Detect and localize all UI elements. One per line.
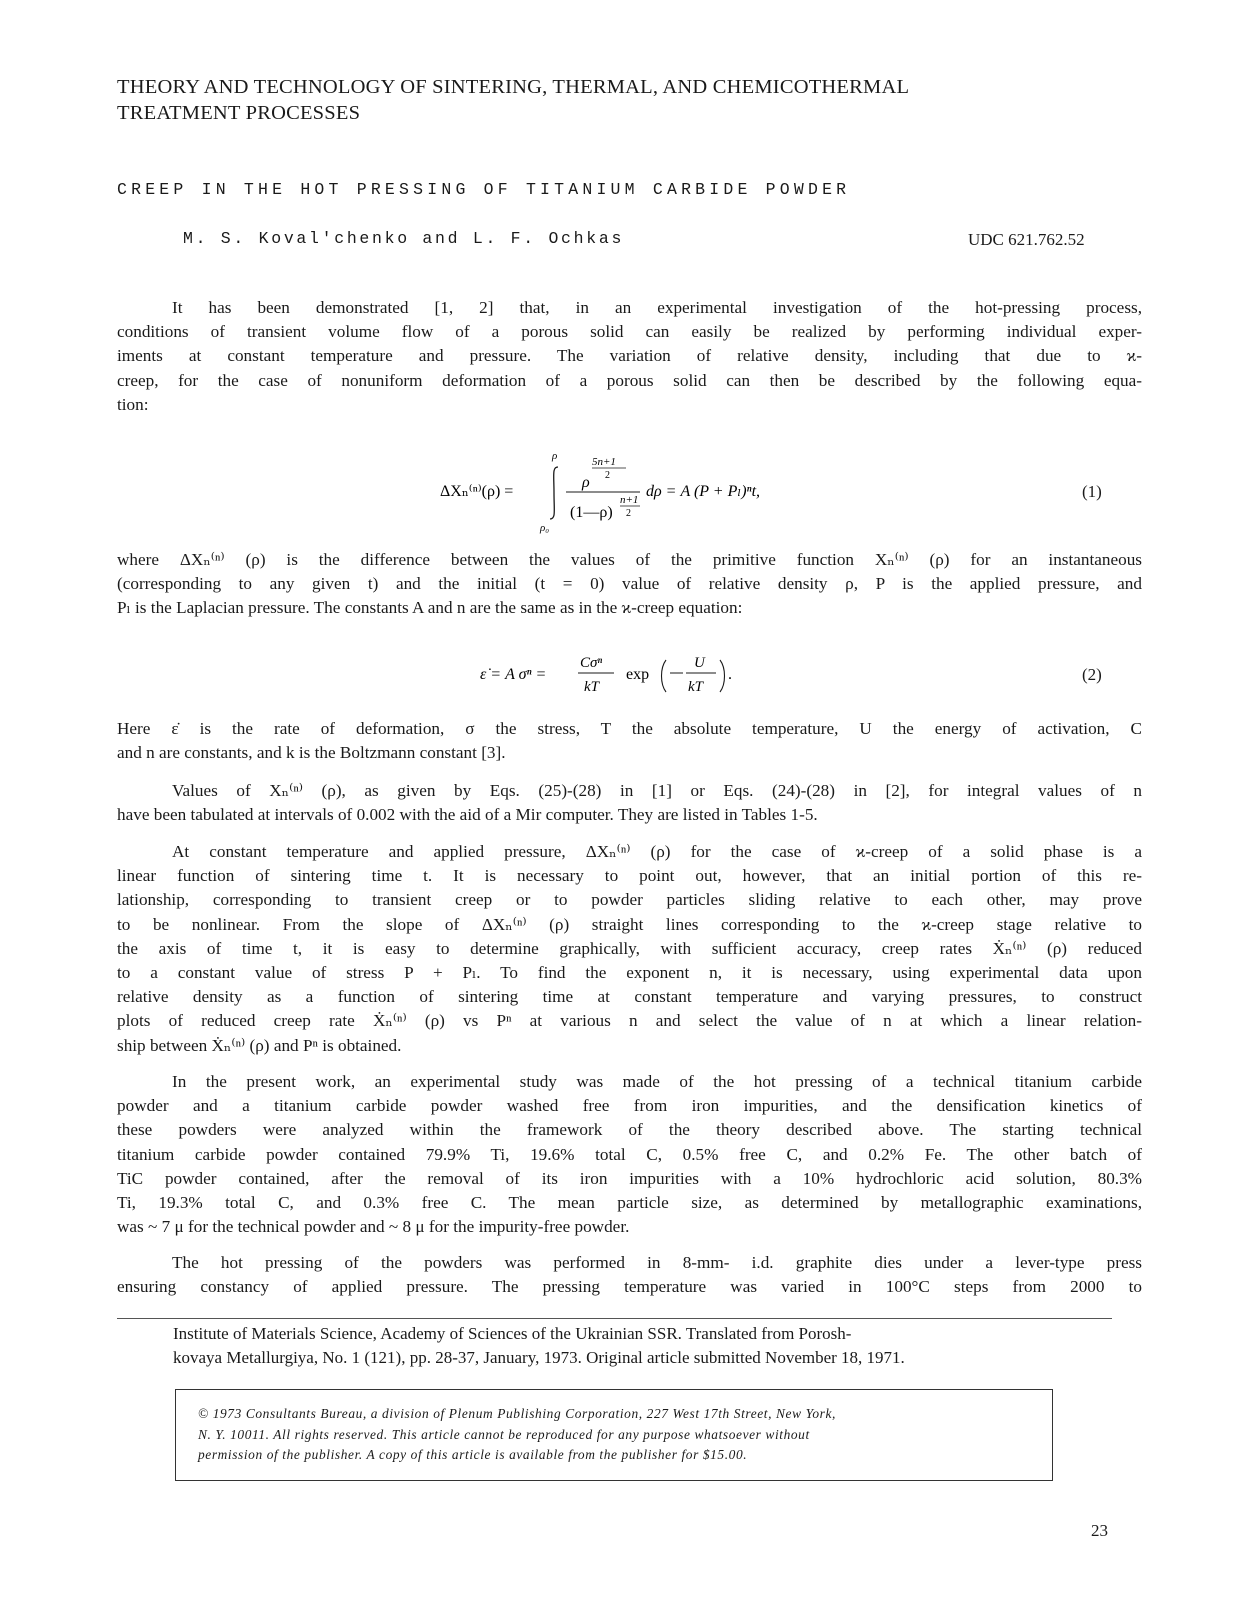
text-line: conditions of transient volume flow of a porous solid can easily be realized by performing individual exper- — [117, 322, 1142, 342]
paragraph-pressing — [117, 1251, 1142, 1299]
text-line: to be nonlinear. From the slope of ΔXₙ⁽ⁿ⁾ (ρ) straight lines corresponding to the ϰ-creep stage relative to — [117, 914, 1142, 934]
eq1-upper-limit: ρ — [552, 450, 558, 462]
text-line: to a constant value of stress P + Pₗ. To find the exponent n, it is necessary, using experimental data upon — [117, 963, 1142, 983]
equation-number: (2) — [1082, 665, 1102, 684]
eq1-den-exp-den: 2 — [626, 508, 631, 519]
udc-code: UDC 621.762.52 — [968, 230, 1085, 249]
paragraph-experiment — [117, 1070, 1142, 1239]
copyright-line: © 1973 Consultants Bureau, a division of Plenum Publishing Corporation, 227 West 17th Street, New York, — [198, 1406, 836, 1421]
eq1-den-exp: n+1 — [620, 494, 639, 506]
eq1-lower-limit: ρ₀ — [540, 522, 550, 534]
equation-number: (1) — [1082, 482, 1102, 501]
svg-text:.: . — [728, 666, 732, 683]
text-line: have been tabulated at intervals of 0.002 with the aid of a Mir computer. They are listed in Tables 1-5. — [117, 805, 818, 825]
copyright-notice — [198, 1404, 1038, 1466]
text-line: (corresponding to any given t) and the initial (t = 0) value of relative density ρ, P is the applied pressure, and — [117, 574, 1142, 594]
eq1-num-exp: 5n+1 — [592, 456, 616, 468]
eq1-num-exp-den: 2 — [605, 470, 610, 481]
text-line: creep, for the case of nonuniform deformation of a porous solid can then be described by the following equa- — [117, 370, 1142, 390]
eq2-frac-den: kT — [584, 679, 599, 695]
footnote — [173, 1322, 1115, 1370]
text-line: The hot pressing of the powders was performed in 8-mm- i.d. graphite dies under a lever-type press — [172, 1253, 1142, 1272]
eq1-rhs: dρ = A (P + Pₗ)ⁿt, — [646, 483, 761, 500]
text-line: Values of Xₙ⁽ⁿ⁾ (ρ), as given by Eqs. (25)-(28) in [1] or Eqs. (24)-(28) in [2], for integral values of n — [172, 781, 1142, 800]
text-line: was ~ 7 μ for the technical powder and ~ 8 μ for the impurity-free powder. — [117, 1217, 630, 1237]
text-line: ensuring constancy of applied pressure. The pressing temperature was varied in 100°C steps from 2000 to — [117, 1277, 1142, 1297]
text-line: where ΔXₙ⁽ⁿ⁾ (ρ) is the difference between the values of the primitive function Xₙ⁽ⁿ⁾ (ρ) for an instantaneous — [117, 550, 1142, 569]
article-title: CREEP IN THE HOT PRESSING OF TITANIUM CARBIDE POWDER — [117, 180, 851, 199]
text-line: relative density as a function of sintering time at constant temperature and varying pressures, to construct — [117, 987, 1142, 1007]
eq2-exp-word: exp — [626, 666, 650, 683]
text-line: plots of reduced creep rate Ẋₙ⁽ⁿ⁾ (ρ) vs Pⁿ at various n and select the value of n at which a linear relation- — [117, 1011, 1142, 1031]
integral-sign — [550, 467, 558, 519]
text-line: powder and a titanium carbide powder washed free from iron impurities, and the densification kinetics of — [117, 1096, 1142, 1116]
section-title-line: TREATMENT PROCESSES — [117, 102, 361, 124]
eq2-frac-num: Cσⁿ — [580, 655, 603, 671]
text-line: At constant temperature and applied pressure, ΔXₙ⁽ⁿ⁾ (ρ) for the case of ϰ-creep of a solid phase is a — [172, 842, 1142, 861]
paragraph-creep — [117, 840, 1142, 1058]
text-line: Here ε̇ is the rate of deformation, σ the stress, T the absolute temperature, U the energy of activation, C — [117, 719, 1142, 738]
footnote-divider — [117, 1318, 1112, 1319]
text-line: ship between Ẋₙ⁽ⁿ⁾ (ρ) and Pⁿ is obtained. — [117, 1035, 402, 1055]
text-line: linear function of sintering time t. It is necessary to point out, however, that an initial portion of this re- — [117, 866, 1142, 886]
text-line: and n are constants, and k is the Boltzmann constant [3]. — [117, 743, 506, 763]
footnote-line: kovaya Metallurgiya, No. 1 (121), pp. 28-37, January, 1973. Original article submitted November 18, 1971. — [173, 1348, 905, 1367]
equation-1 — [440, 445, 840, 535]
section-title — [117, 74, 1117, 126]
text-line: tion: — [117, 394, 149, 414]
text-line: Ti, 19.3% total C, and 0.3% free C. The mean particle size, as determined by metallographic examinations, — [117, 1193, 1142, 1213]
text-line: the axis of time t, it is easy to determine graphically, with sufficient accuracy, creep rates Ẋₙ⁽ⁿ⁾ (ρ) reduced — [117, 938, 1142, 958]
footnote-line: Institute of Materials Science, Academy of Sciences of the Ukrainian SSR. Translated from Porosh- — [173, 1324, 852, 1343]
eq1-lhs: ΔXₙ⁽ⁿ⁾(ρ) = — [440, 483, 514, 500]
text-line: It has been demonstrated [1, 2] that, in an experimental investigation of the hot-pressing process, — [172, 298, 1142, 317]
copyright-line: permission of the publisher. A copy of this article is available from the publisher for $15.00. — [198, 1447, 748, 1462]
copyright-box — [175, 1389, 1053, 1481]
paragraph-definitions — [117, 548, 1142, 621]
eq2-lhs: ε̇ = A σⁿ = — [480, 666, 547, 683]
paragraph-tables — [117, 779, 1142, 827]
eq1-num-base: ρ — [582, 474, 590, 491]
text-line: titanium carbide powder contained 79.9% Ti, 19.6% total C, 0.5% free C, and 0.2% Fe. The other batch of — [117, 1144, 1142, 1164]
equation-2 — [480, 648, 760, 698]
copyright-line: N. Y. 10011. All rights reserved. This article cannot be reproduced for any purpose whatsoever without — [198, 1426, 810, 1442]
text-line: TiC powder contained, after the removal of its iron impurities with a 10% hydrochloric acid solution, 80.3% — [117, 1168, 1142, 1188]
text-line: lationship, corresponding to transient creep or to powder particles sliding relative to each other, may prove — [117, 890, 1142, 910]
section-title-line: THEORY AND TECHNOLOGY OF SINTERING, THERMAL, AND CHEMICOTHERMAL — [117, 76, 910, 98]
paragraph-variables — [117, 717, 1142, 765]
eq2-inner-den: kT — [688, 679, 703, 695]
page-number: 23 — [1091, 1521, 1108, 1540]
text-line: In the present work, an experimental study was made of the hot pressing of a technical titanium carbide — [172, 1072, 1142, 1091]
authors: M. S. Koval'chenko and L. F. Ochkas — [183, 229, 625, 248]
eq2-inner-num: U — [694, 655, 705, 671]
eq1-den-base: (1—ρ) — [570, 504, 613, 521]
text-line: these powders were analyzed within the framework of the theory described above. The starting technical — [117, 1120, 1142, 1140]
text-line: Pₗ is the Laplacian pressure. The constants A and n are the same as in the ϰ-creep equation: — [117, 598, 743, 618]
paragraph-intro — [117, 296, 1142, 417]
text-line: iments at constant temperature and pressure. The variation of relative density, including that due to ϰ- — [117, 346, 1142, 366]
